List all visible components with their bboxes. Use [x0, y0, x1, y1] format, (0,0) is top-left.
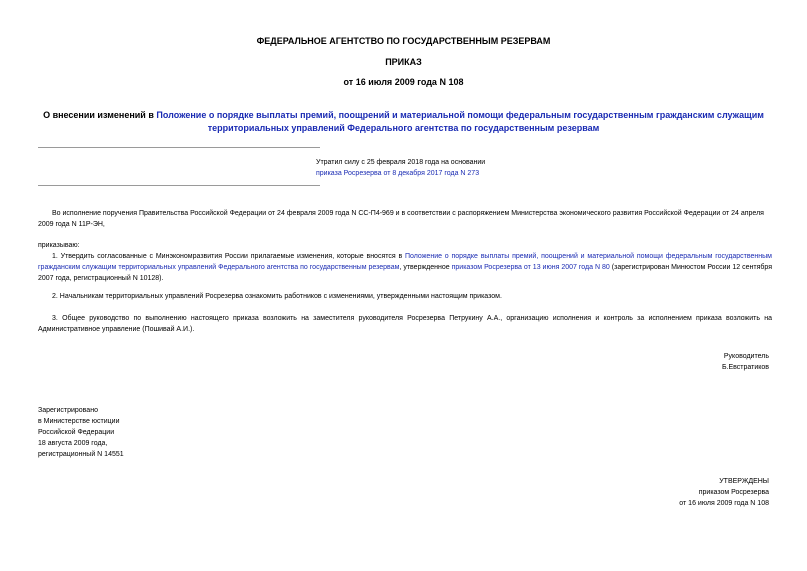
registration-line: Зарегистрировано	[38, 407, 98, 414]
status-text: Утратил силу с 25 февраля 2018 года на основании	[316, 159, 486, 166]
paragraph-preamble: Во исполнение поручения Правительства Российской Федерации от 24 февраля 2009 года N СС-П4-969 и в соответствии с распоряжением Министерства экономического развития Российской Федерации от 24 апреля 2009 года N 11Р-ЭН,	[38, 210, 764, 228]
title-prefix: О внесении изменений в	[43, 110, 157, 120]
document-title	[40, 109, 767, 135]
registration-line: регистрационный N 14551	[38, 451, 124, 458]
document-type-heading: ПРИКАЗ	[385, 57, 422, 67]
item-1-text-b: , утвержденное	[399, 264, 452, 271]
signature-position: Руководитель	[723, 353, 769, 360]
status-rule-bottom	[38, 185, 320, 186]
item-1-link-regulation[interactable]: Положение о порядке выплаты премий, поощрений и материальной помощи федеральным государственным гражданским служащим территориальных управлений Федерального агентства по государственным резервам	[38, 253, 772, 271]
registration-block	[38, 405, 124, 460]
item-1-link-order[interactable]: приказом Росрезерва от 13 июня 2007 года N 80	[451, 264, 610, 271]
paragraph-item-3: 3. Общее руководство по выполнению настоящего приказа возложить на заместителя руководителя Росрезерва Петрукину А.А., организацию исполнения и контроль за исполнением приказа возложить на Административное управление (Пошивай А.И.).	[38, 315, 772, 333]
registration-line: в Министерстве юстиции	[38, 418, 120, 425]
approval-line: приказом Росрезерва	[698, 489, 769, 496]
paragraph-order-word: приказываю:	[38, 242, 80, 249]
approval-line: УТВЕРЖДЕНЫ	[719, 478, 769, 485]
agency-heading: ФЕДЕРАЛЬНОЕ АГЕНТСТВО ПО ГОСУДАРСТВЕННЫМ РЕЗЕРВАМ	[256, 36, 551, 46]
status-rule-top	[38, 147, 320, 148]
paragraph-item-1	[38, 251, 772, 284]
status-note	[316, 157, 485, 179]
registration-line: Российской Федерации	[38, 429, 115, 436]
signature-block	[722, 351, 769, 373]
approval-line: от 16 июля 2009 года N 108	[679, 500, 769, 507]
title-link-regulation[interactable]: Положение о порядке выплаты премий, поощрений и материальной помощи федеральным государственным гражданским служащим территориальных управлений Федерального агентства по государственным резервам	[156, 110, 764, 133]
signature-name: Б.Евстратиков	[721, 364, 769, 371]
approval-block	[679, 476, 769, 509]
status-link-order[interactable]: приказа Росрезерва от 8 декабря 2017 года N 273	[316, 170, 480, 177]
item-1-text-c: (зарегистрирован Минюстом России 12 сентября 2007 года, регистрационный N 10128).	[38, 264, 773, 282]
registration-line: 18 августа 2009 года,	[38, 440, 108, 447]
item-1-text-a: 1. Утвердить согласованные с Минэкономразвития России прилагаемые изменения, которые вносятся в	[52, 253, 405, 260]
paragraph-item-2: 2. Начальникам территориальных управлений Росрезерва ознакомить работников с изменениями, утвержденными настоящим приказом.	[52, 293, 502, 300]
document-date-heading: от 16 июля 2009 года N 108	[343, 77, 464, 87]
